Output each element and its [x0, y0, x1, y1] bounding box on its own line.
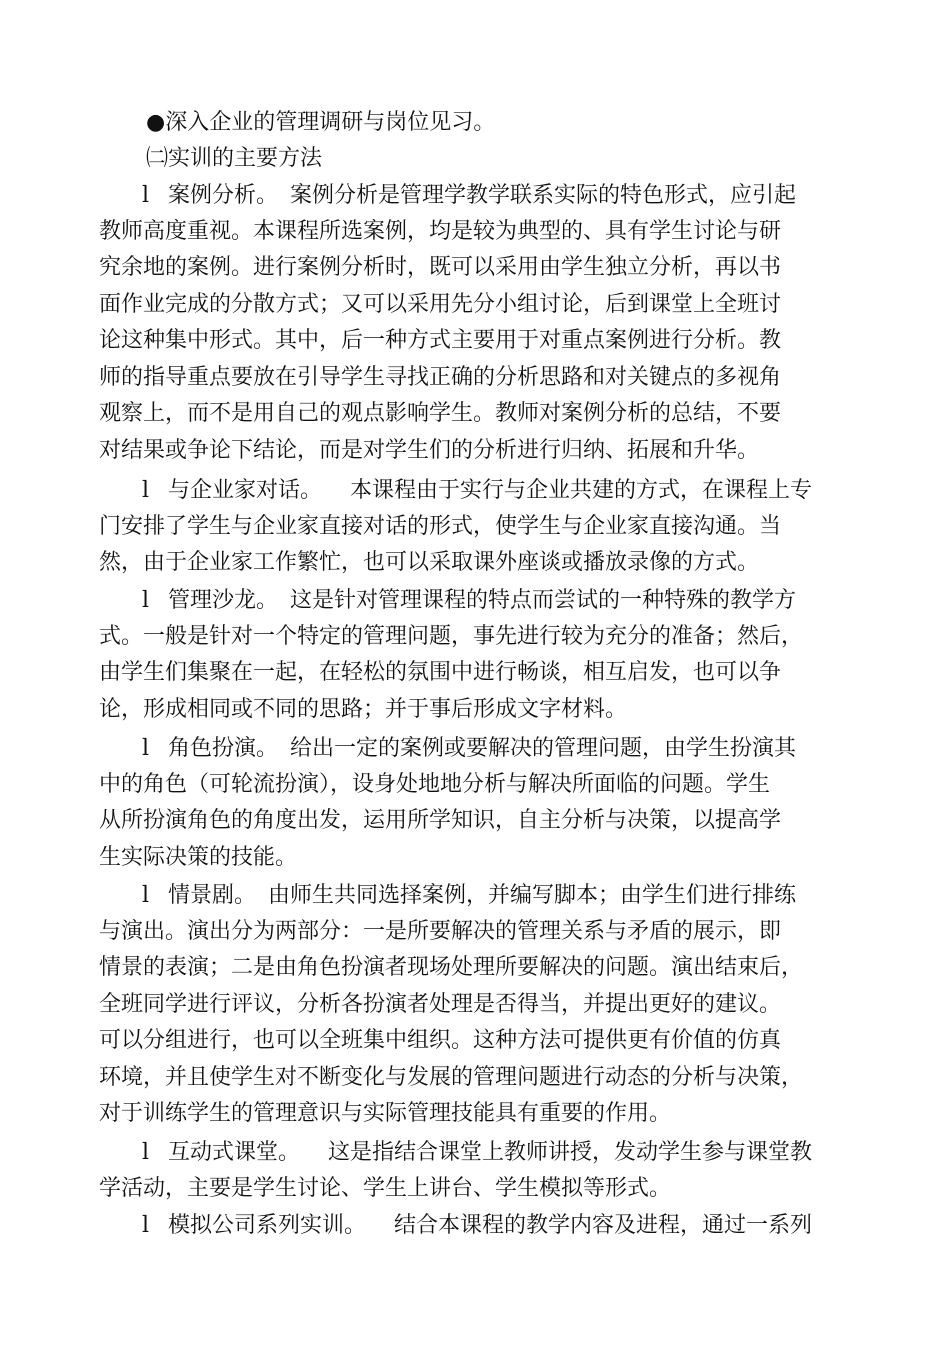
- item-dialog-line: 然，由于企业家工作繁忙，也可以采取课外座谈或播放录像的方式。: [99, 550, 760, 575]
- item-case-first-line: [142, 181, 796, 211]
- item-salon-line: 由学生们集聚在一起，在轻松的氛围中进行畅谈，相互启发，也可以争: [99, 660, 782, 685]
- list-marker: l: [142, 1213, 150, 1238]
- item-role-line: 从所扮演角色的角度出发，运用所学知识，自主分析与决策，以提高学: [99, 808, 782, 833]
- item-role-title: 角色扮演。: [168, 736, 279, 761]
- item-salon-title: 管理沙龙。: [168, 588, 279, 613]
- item-case-line: 面作业完成的分散方式；又可以采用先分小组讨论，后到课堂上全班讨: [99, 292, 782, 317]
- list-marker: l: [142, 478, 150, 503]
- item-dialog-title: 与企业家对话。: [168, 478, 323, 503]
- item-dialog-first-line: [142, 476, 812, 506]
- item-drama-first-line: [142, 881, 796, 911]
- bullet-paragraph: ●深入企业的管理调研与岗位见习。: [146, 110, 496, 135]
- item-salon-first-line: [142, 586, 796, 616]
- list-marker: l: [142, 588, 150, 613]
- item-drama-line: 环境，并且使学生对不断变化与发展的管理问题进行动态的分析与决策，: [99, 1065, 804, 1090]
- list-marker: l: [142, 883, 150, 908]
- item-case-line: 观察上，而不是用自己的观点影响学生。教师对案例分析的总结，不要: [99, 401, 782, 426]
- item-interactive-title: 互动式课堂。: [168, 1140, 301, 1165]
- list-marker: l: [142, 1140, 150, 1165]
- item-dialog-line: 门安排了学生与企业家直接对话的形式，使学生与企业家直接沟通。当: [99, 514, 782, 539]
- item-case-line: 论这种集中形式。其中，后一种方式主要用于对重点案例进行分析。教: [99, 328, 782, 353]
- item-simulation-title: 模拟公司系列实训。: [168, 1213, 367, 1238]
- section-heading: ㈡实训的主要方法: [146, 146, 323, 171]
- item-simulation-text: 结合本课程的教学内容及进程，通过一系列: [394, 1213, 813, 1238]
- item-case-title: 案例分析。: [168, 183, 279, 208]
- item-case-line: 对结果或争论下结论，而是对学生们的分析进行归纳、拓展和升华。: [99, 438, 760, 463]
- item-drama-text: 由师生共同选择案例，并编写脚本；由学生们进行排练: [268, 883, 797, 908]
- item-role-text: 给出一定的案例或要解决的管理问题，由学生扮演其: [290, 736, 797, 761]
- item-salon-line: 论，形成相同或不同的思路；并于事后形成文字材料。: [99, 697, 628, 722]
- item-drama-line: 与演出。演出分为两部分：一是所要解决的管理关系与矛盾的展示，即: [99, 919, 782, 944]
- item-case-line: 师的指导重点要放在引导学生寻找正确的分析思路和对关键点的多视角: [99, 365, 782, 390]
- item-role-first-line: [142, 734, 796, 764]
- item-interactive-first-line: [142, 1138, 812, 1168]
- item-role-line: 中的角色（可轮流扮演），设身处地地分析与解决所面临的问题。学生: [99, 772, 771, 797]
- item-drama-line: 情景的表演；二是由角色扮演者现场处理所要解决的问题。演出结束后，: [99, 955, 804, 980]
- item-case-line: 教师高度重视。本课程所选案例，均是较为典型的、具有学生讨论与研: [99, 219, 782, 244]
- item-simulation-first-line: [142, 1211, 812, 1241]
- list-marker: l: [142, 183, 150, 208]
- item-salon-text: 这是针对管理课程的特点而尝试的一种特殊的教学方: [290, 588, 797, 613]
- item-dialog-text: 本课程由于实行与企业共建的方式，在课程上专: [350, 478, 813, 503]
- item-interactive-line: 学活动，主要是学生讨论、学生上讲台、学生模拟等形式。: [99, 1176, 672, 1201]
- item-case-line: 究余地的案例。进行案例分析时，既可以采用由学生独立分析，再以书: [99, 255, 782, 280]
- item-drama-line: 全班同学进行评议，分析各扮演者处理是否得当，并提出更好的建议。: [99, 992, 782, 1017]
- item-role-line: 生实际决策的技能。: [99, 845, 298, 870]
- item-drama-line: 可以分组进行，也可以全班集中组织。这种方法可提供更有价值的仿真: [99, 1028, 782, 1053]
- item-drama-title: 情景剧。: [168, 883, 257, 908]
- item-drama-line: 对于训练学生的管理意识与实际管理技能具有重要的作用。: [99, 1101, 672, 1126]
- list-marker: l: [142, 736, 150, 761]
- item-salon-line: 式。一般是针对一个特定的管理问题，事先进行较为充分的准备；然后，: [99, 624, 804, 649]
- item-interactive-text: 这是指结合课堂上教师讲授，发动学生参与课堂教: [328, 1140, 813, 1165]
- item-case-text: 案例分析是管理学教学联系实际的特色形式，应引起: [290, 183, 797, 208]
